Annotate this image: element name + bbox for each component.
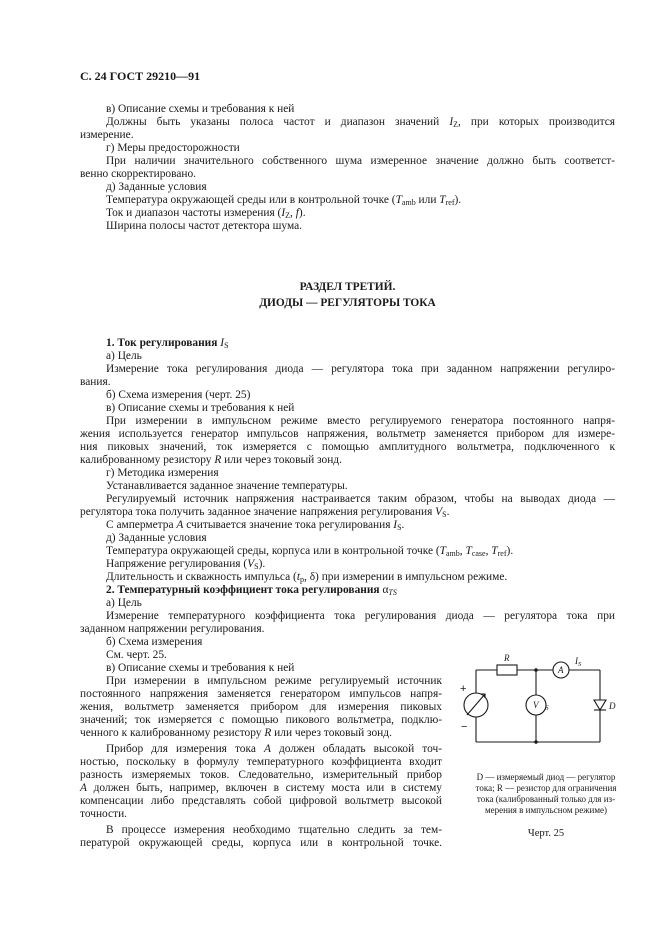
paragraph-line: Напряжение регулирования $(V_S)$.	[106, 558, 266, 571]
paragraph-line: См. черт. 25.	[106, 649, 167, 661]
column-line: компенсации либо представлять собой цифровой вольтметр высокой	[80, 795, 442, 807]
paragraph-line: Длительность и скважность импульса ($t_p$, δ) при измерении в импульсном режиме.	[106, 571, 508, 584]
label-plus: +	[460, 683, 467, 695]
section-title: РАЗДЕЛ ТРЕТИЙ.	[299, 281, 396, 293]
section-subtitle: ДИОДЫ — РЕГУЛЯТОРЫ ТОКА	[259, 297, 436, 309]
column-line: точности.	[80, 808, 128, 820]
label-vs: S	[545, 704, 549, 712]
paragraph-line: Ток и диапазон частоты измерения ($I_Z$, f).	[106, 207, 306, 220]
item-purpose: а) Цель	[106, 350, 142, 362]
item-conditions: д) Заданные условия	[106, 532, 207, 544]
column-line: ностью, поскольку в формулу температурного коэффициента входит	[80, 756, 442, 768]
column-line: A должен быть, например, включен в систему моста или в системy	[80, 782, 442, 794]
column-line: жения, вольтметр заменяется прибором для измерения пиковых	[80, 701, 442, 713]
page-header: С. 24 ГОСТ 29210—91	[80, 69, 201, 83]
label-d: D	[609, 701, 616, 711]
label-r: R	[504, 653, 510, 663]
resistor-r	[497, 665, 517, 675]
column-line: При измерении в импульсном режиме регулируемый источник	[106, 675, 442, 687]
item-precautions: г) Меры предосторожности	[106, 142, 240, 154]
item-scheme: б) Схема измерения	[106, 636, 203, 648]
label-v: V	[533, 700, 539, 710]
paragraph-line: регулятора тока получить заданное значение напряжения регулирования $V_S$.	[80, 506, 450, 519]
figure-caption-line: D — измеряемый диод — регулятор	[476, 772, 616, 782]
paragraph-line: При измерении в импульсном режиме вместо регулируемого генератора постоянного напря-	[106, 415, 615, 427]
paragraph-line: Должны быть указаны полоса частот и диапазон значений $I_Z$, при которых производится	[106, 116, 615, 129]
paragraph-line: Устанавливается заданное значение температуры.	[106, 480, 348, 492]
item-conditions: д) Заданные условия	[106, 181, 207, 193]
paragraph-line: ния пиковых значений, ток измеряется с помощью амплитудного вольтметра, подключенного к	[80, 441, 615, 453]
item-method: г) Методика измерения	[106, 467, 219, 479]
paragraph-line: Температура окружающей среды или в контрольной точке ($T_{amb}$ или $T_{ref}$).	[106, 194, 462, 207]
item-circuit-description: в) Описание схемы и требования к ней	[106, 103, 295, 115]
paragraph-line: Измерение температурного коэффициента тока регулирования диода — регулятора тока при	[106, 610, 615, 622]
subsection-heading-2: 2. Температурный коэффициент тока регулирования $\alpha_{TS}$	[106, 584, 397, 597]
column-line: постоянного напряжения заменяется генератором импульсов напря-	[80, 688, 442, 700]
column-line: ченного к калиброванному резистору R или через токовый зонд.	[80, 727, 392, 739]
paragraph-line: вания.	[80, 376, 111, 388]
label-a: A	[558, 665, 564, 675]
column-line: разность измеряемых токов. Следовательно, измерительный прибор	[80, 769, 442, 781]
paragraph-line: Температура окружающей среды, корпуса или в контрольной точке ($T_{amb}$, $T_{case}$, $T_{ref}$).	[106, 545, 514, 558]
column-line: В процессе измерения необходимо тщательно следить за тем-	[106, 824, 442, 836]
figure-title: Черт. 25	[527, 828, 565, 839]
paragraph-line: жения используется генератор импульсов напряжения, вольтметр заменяется прибором для измере-	[80, 428, 615, 440]
column-line: значений; ток измеряется с помощью пикового вольтметра, подклю-	[80, 714, 442, 726]
subsection-heading-1: 1. Ток регулирования $I_S$	[106, 337, 229, 350]
item-circuit-description: в) Описание схемы и требования к ней	[106, 662, 295, 674]
paragraph-line: Регулируемый источник напряжения настраивается таким образом, чтобы на выводах диода —	[106, 493, 615, 505]
label-is: $I_S$	[575, 656, 582, 668]
item-purpose: а) Цель	[106, 597, 142, 609]
item-circuit-description: в) Описание схемы и требования к ней	[106, 402, 295, 414]
column-line: пературой окружающей среды, корпуса или в контрольной точке.	[80, 837, 442, 849]
label-minus: −	[461, 721, 468, 733]
column-line: Прибор для измерения тока A должен обладать высокой точ-	[106, 743, 442, 755]
paragraph-line: заданном напряжении регулирования.	[80, 623, 265, 635]
diode-d	[594, 700, 606, 710]
paragraph-line: Измерение тока регулирования диода — регулятора тока при заданном напряжении регулиро-	[106, 363, 615, 375]
paragraph-line: Ширина полосы частот детектора шума.	[106, 220, 303, 232]
paragraph-line: калиброванному резистору R или через токовый зонд.	[80, 454, 342, 466]
figure-caption-line: мерения в импульсном режиме)	[484, 805, 608, 815]
paragraph-line: измерение.	[80, 129, 134, 141]
circuit-diagram	[450, 650, 630, 760]
paragraph-line: венно скорректировано.	[80, 168, 197, 180]
paragraph-line: При наличии значительного собственного шума измеренное значение должно быть соответст-	[106, 155, 615, 167]
paragraph-line: С амперметра A считывается значение тока регулирования $I_S$.	[106, 519, 405, 532]
figure-caption-line: тока; R — резистор для ограничения	[475, 783, 617, 793]
item-scheme: б) Схема измерения (черт. 25)	[106, 389, 251, 401]
figure-caption-line: тока (калиброванный только для из-	[476, 794, 616, 804]
